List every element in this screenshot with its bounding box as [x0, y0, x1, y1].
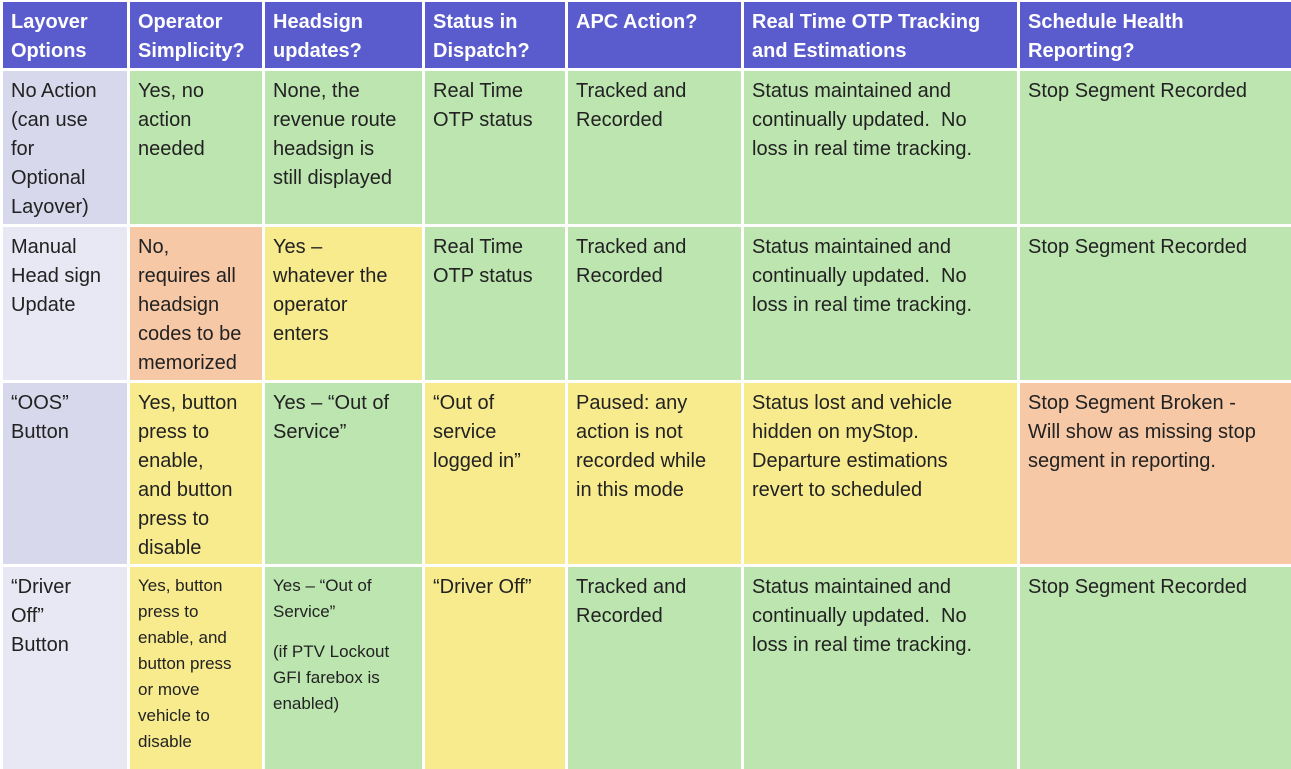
row-label-oos-button [3, 383, 127, 564]
cell-text: logged in” [433, 450, 521, 472]
cell-text: recorded while [576, 450, 707, 472]
cell-text: enable, [138, 450, 204, 472]
cell-text: Yes – “Out of [273, 576, 372, 595]
cell-text: revert to scheduled [752, 479, 923, 501]
cell-text: or move [138, 680, 200, 699]
header-text: Operator [138, 11, 223, 33]
header-headsign-updates [265, 2, 422, 68]
header-text: Dispatch? [433, 40, 530, 62]
cell-text: Button [11, 421, 69, 443]
cell-headsign-updates [265, 227, 422, 380]
cell-text: “OOS” [11, 392, 69, 414]
cell-note-text: (if PTV Lockout [273, 642, 390, 661]
header-text: Status in [433, 11, 518, 33]
cell-text: “Driver Off” [433, 576, 532, 598]
cell-text: Departure estimations [752, 450, 948, 472]
cell-status-in-dispatch [425, 383, 565, 564]
cell-text: continually updated. No [752, 109, 967, 131]
cell-text: “Out of [433, 392, 495, 414]
cell-text: for [11, 138, 35, 160]
cell-real-time-otp [744, 227, 1017, 380]
header-operator-simplicity [130, 2, 262, 68]
spacer [273, 625, 414, 639]
cell-text: Tracked and [576, 576, 687, 598]
cell-text: press to [138, 421, 210, 443]
cell-text: No, [138, 236, 170, 258]
cell-text: headsign [138, 294, 220, 316]
cell-operator-simplicity [130, 227, 262, 380]
cell-status-in-dispatch [425, 227, 565, 380]
header-real-time-otp [744, 2, 1017, 68]
cell-headsign-updates [265, 567, 422, 769]
cell-apc-action [568, 567, 741, 769]
cell-apc-action [568, 227, 741, 380]
cell-text: Update [11, 294, 76, 316]
header-text: Headsign [273, 11, 364, 33]
cell-text: Recorded [576, 109, 663, 131]
cell-text: continually updated. No [752, 605, 967, 627]
cell-text: (can use [11, 109, 88, 131]
cell-text: Status lost and vehicle [752, 392, 953, 414]
cell-schedule-health [1020, 383, 1291, 564]
cell-operator-simplicity [130, 383, 262, 564]
row-label-manual-head-sign [3, 227, 127, 380]
cell-headsign-updates [265, 383, 422, 564]
cell-text: enters [273, 323, 329, 345]
cell-status-in-dispatch [425, 71, 565, 224]
cell-text: Yes – “Out of [273, 392, 389, 414]
cell-text: requires all [138, 265, 236, 287]
cell-real-time-otp [744, 567, 1017, 769]
cell-text: disable [138, 537, 202, 559]
cell-text: Tracked and [576, 80, 687, 102]
cell-text: Tracked and [576, 236, 687, 258]
header-status-in-dispatch [425, 2, 565, 68]
cell-text: Stop Segment Recorded [1028, 80, 1248, 102]
cell-schedule-health [1020, 71, 1291, 224]
cell-text: segment in reporting. [1028, 450, 1216, 472]
header-text: APC Action? [576, 11, 698, 33]
cell-text: needed [138, 138, 205, 160]
cell-text: button press [138, 654, 232, 673]
cell-text: Yes, button [138, 576, 223, 595]
cell-real-time-otp [744, 383, 1017, 564]
cell-real-time-otp [744, 71, 1017, 224]
cell-text: headsign is [273, 138, 375, 160]
cell-text: enable, and [138, 628, 227, 647]
header-text: updates? [273, 40, 362, 62]
cell-apc-action [568, 383, 741, 564]
header-schedule-health [1020, 2, 1291, 68]
cell-text: continually updated. No [752, 265, 967, 287]
cell-operator-simplicity [130, 567, 262, 769]
cell-text: “Driver [11, 576, 71, 598]
header-layover-options [3, 2, 127, 68]
cell-text: Paused: any [576, 392, 688, 414]
cell-text: Layover) [11, 196, 89, 218]
row-label-no-action [3, 71, 127, 224]
cell-text: Stop Segment Recorded [1028, 236, 1248, 258]
cell-text: hidden on myStop. [752, 421, 919, 443]
cell-apc-action [568, 71, 741, 224]
cell-note-text: GFI farebox is [273, 668, 380, 687]
cell-headsign-updates [265, 71, 422, 224]
cell-text: Status maintained and [752, 576, 952, 598]
header-text: Schedule Health [1028, 11, 1184, 33]
cell-text: Button [11, 634, 69, 656]
header-text: Options [11, 40, 87, 62]
cell-text: Status maintained and [752, 236, 952, 258]
cell-text: Service” [273, 421, 347, 443]
row-label-driver-off-button [3, 567, 127, 769]
cell-text: press to [138, 508, 210, 530]
cell-text: Stop Segment Broken - [1028, 392, 1236, 414]
cell-text: Yes, button [138, 392, 238, 414]
cell-text: action [138, 109, 192, 131]
cell-text: Stop Segment Recorded [1028, 576, 1248, 598]
cell-text: Head sign [11, 265, 102, 287]
cell-text: Recorded [576, 605, 663, 627]
cell-text: vehicle to [138, 706, 210, 725]
cell-text: OTP status [433, 109, 533, 131]
cell-schedule-health [1020, 227, 1291, 380]
header-text: and Estimations [752, 40, 907, 62]
cell-text: still displayed [273, 167, 392, 189]
cell-text: press to [138, 602, 199, 621]
cell-text: None, the [273, 80, 360, 102]
header-text: Layover [11, 11, 88, 33]
cell-text: disable [138, 732, 192, 751]
cell-text: No Action [11, 80, 97, 102]
cell-text: Status maintained and [752, 80, 952, 102]
header-text: Reporting? [1028, 40, 1135, 62]
header-text: Simplicity? [138, 40, 245, 62]
cell-text: loss in real time tracking. [752, 294, 973, 316]
cell-text: Real Time [433, 80, 524, 102]
cell-text: revenue route [273, 109, 397, 131]
cell-text: Real Time [433, 236, 524, 258]
cell-text: Off” [11, 605, 44, 627]
cell-text: service [433, 421, 497, 443]
cell-text: Yes, no [138, 80, 204, 102]
cell-text: OTP status [433, 265, 533, 287]
cell-text: and button [138, 479, 233, 501]
cell-text: Service” [273, 602, 336, 621]
cell-text: whatever the [273, 265, 388, 287]
cell-text: Will show as missing stop [1028, 421, 1256, 443]
cell-text: loss in real time tracking. [752, 634, 973, 656]
cell-text: memorized [138, 352, 237, 374]
cell-operator-simplicity [130, 71, 262, 224]
cell-text: codes to be [138, 323, 242, 345]
cell-text: Optional [11, 167, 86, 189]
cell-text: operator [273, 294, 348, 316]
cell-note-text: enabled) [273, 694, 340, 713]
header-apc-action [568, 2, 741, 68]
cell-text: loss in real time tracking. [752, 138, 973, 160]
cell-text: Manual [11, 236, 77, 258]
cell-text: in this mode [576, 479, 684, 501]
cell-text: Recorded [576, 265, 663, 287]
cell-schedule-health [1020, 567, 1291, 769]
cell-text: action is not [576, 421, 683, 443]
cell-status-in-dispatch [425, 567, 565, 769]
cell-text: Yes – [273, 236, 323, 258]
header-text: Real Time OTP Tracking [752, 11, 981, 33]
